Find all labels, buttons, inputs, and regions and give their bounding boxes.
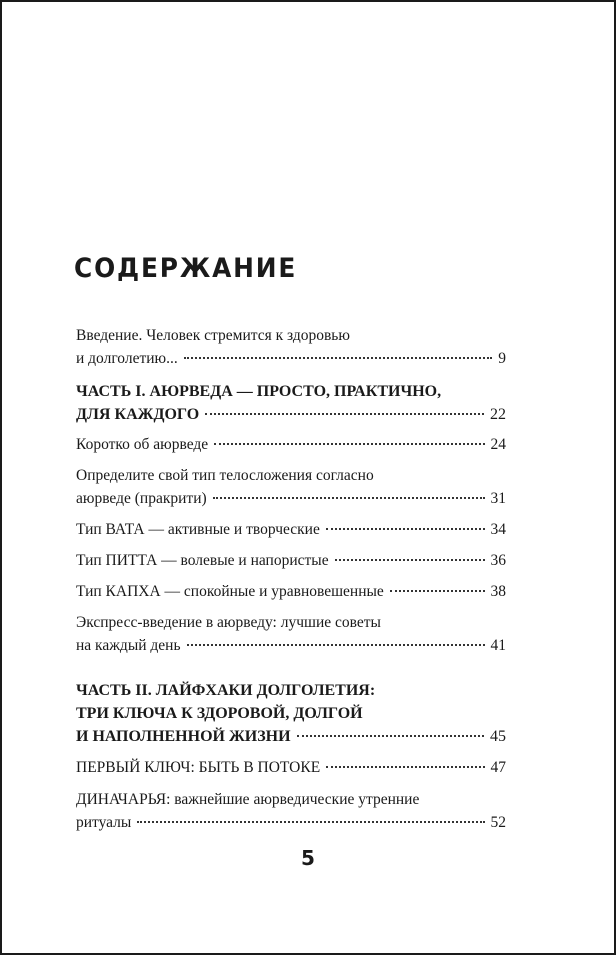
toc-entry-title: и долголетию... bbox=[76, 350, 178, 367]
toc-entry[interactable] bbox=[76, 324, 506, 370]
dot-leader bbox=[205, 413, 484, 415]
toc-entry[interactable] bbox=[76, 549, 506, 572]
toc-entry[interactable] bbox=[76, 580, 506, 603]
toc-entry-title: Тип ВАТА — активные и творческие bbox=[76, 521, 320, 538]
toc-entry[interactable] bbox=[76, 433, 506, 456]
toc-entry-line: Определите свой тип телосложения согласно bbox=[76, 467, 374, 484]
dot-leader bbox=[326, 766, 484, 768]
toc-page-number: 47 bbox=[490, 759, 506, 776]
toc-entry-title: Тип КАПХА — спокойные и уравновешенные bbox=[76, 583, 384, 600]
toc-page-number: 34 bbox=[490, 521, 506, 538]
toc-page-number: 9 bbox=[498, 350, 506, 367]
toc-entry[interactable] bbox=[76, 679, 506, 748]
toc-entry[interactable] bbox=[76, 380, 506, 426]
toc-page-number: 24 bbox=[490, 436, 506, 453]
dot-leader bbox=[335, 559, 485, 561]
toc-entry-title: аюрведе (пракрити) bbox=[76, 490, 207, 507]
toc-entry[interactable] bbox=[76, 788, 506, 834]
toc-entry[interactable] bbox=[76, 756, 506, 779]
page-number: 5 bbox=[301, 846, 315, 870]
toc-entry-title: ритуалы bbox=[76, 814, 132, 831]
toc-page-number: 31 bbox=[490, 490, 506, 507]
toc-page-number: 41 bbox=[490, 637, 506, 654]
dot-leader bbox=[297, 735, 484, 737]
toc-entry[interactable] bbox=[76, 611, 506, 657]
toc-entry-title: Коротко об аюрведе bbox=[76, 436, 209, 453]
dot-leader bbox=[214, 443, 484, 445]
dot-leader bbox=[326, 528, 485, 530]
toc-page-number: 38 bbox=[490, 583, 506, 600]
toc-entry-line: ЧАСТЬ II. ЛАЙФХАКИ ДОЛГОЛЕТИЯ: bbox=[76, 682, 376, 699]
toc-page-number: 36 bbox=[490, 552, 506, 569]
toc-entry-line: Введение. Человек стремится к здоровью bbox=[76, 327, 350, 344]
toc-entry-title: И НАПОЛНЕННОЙ ЖИЗНИ bbox=[76, 728, 291, 745]
toc-entry-title: ДЛЯ КАЖДОГО bbox=[76, 406, 200, 423]
toc-entry-line: ЧАСТЬ I. АЮРВЕДА — ПРОСТО, ПРАКТИЧНО, bbox=[76, 383, 442, 400]
dot-leader bbox=[390, 590, 485, 592]
dot-leader bbox=[184, 357, 493, 359]
toc-page-number: 22 bbox=[490, 406, 506, 423]
toc-entry-line: ТРИ КЛЮЧА К ЗДОРОВОЙ, ДОЛГОЙ bbox=[76, 705, 363, 722]
dot-leader bbox=[187, 644, 485, 646]
toc-entry[interactable] bbox=[76, 464, 506, 510]
toc-title: СОДЕРЖАНИЕ bbox=[74, 253, 298, 284]
toc-page-number: 52 bbox=[490, 814, 506, 831]
toc-entry-line: Экспресс-введение в аюрведу: лучшие советы bbox=[76, 614, 381, 631]
toc-page-number: 45 bbox=[490, 728, 506, 745]
toc-entry-line: ДИНАЧАРЬЯ: важнейшие аюрведические утренние bbox=[76, 791, 420, 808]
toc-entry-title: на каждый день bbox=[76, 637, 181, 654]
dot-leader bbox=[137, 821, 484, 823]
toc-entry-title: ПЕРВЫЙ КЛЮЧ: БЫТЬ В ПОТОКЕ bbox=[76, 759, 321, 776]
toc-entry[interactable] bbox=[76, 518, 506, 541]
toc-entry-title: Тип ПИТТА — волевые и напористые bbox=[76, 552, 329, 569]
dot-leader bbox=[213, 497, 485, 499]
